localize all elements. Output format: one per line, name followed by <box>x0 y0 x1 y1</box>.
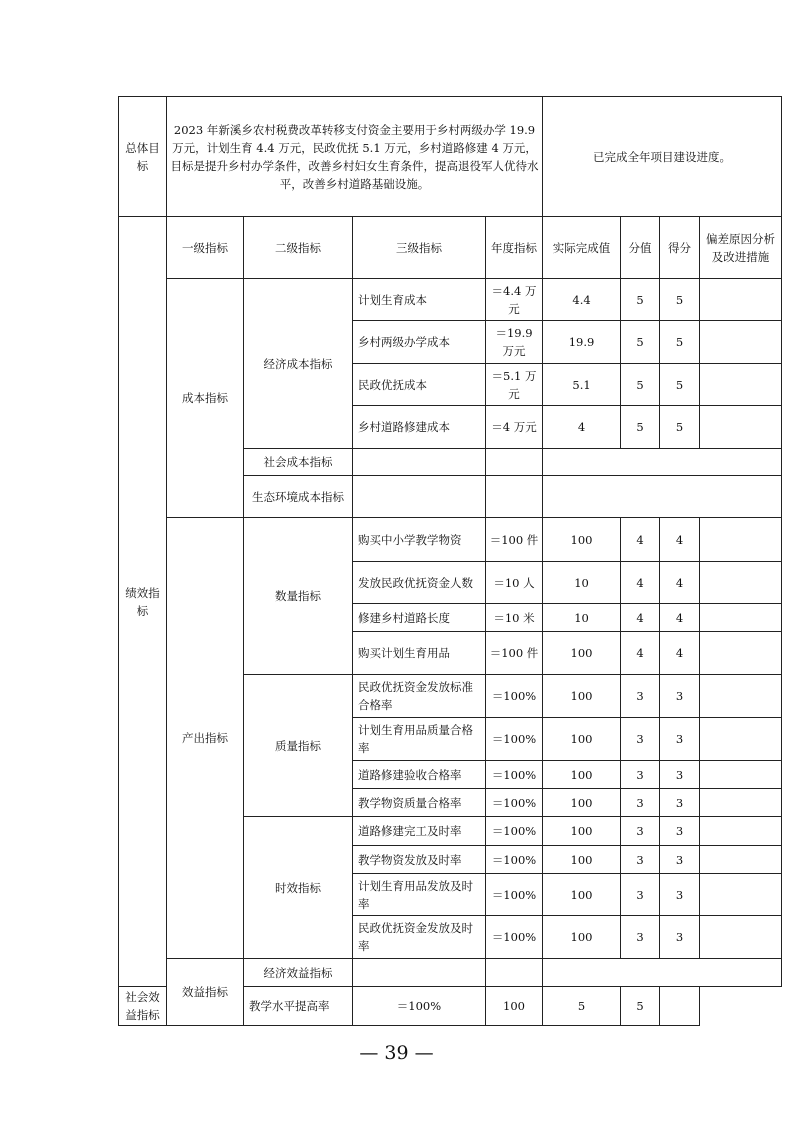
indicator-actual: 100 <box>543 675 621 718</box>
indicator-actual: 10 <box>543 562 621 604</box>
indicator-name: 计划生育用品质量合格率 <box>353 718 486 761</box>
indicator-name: 计划生育成本 <box>353 279 486 321</box>
indicator-name: 乡村道路修建成本 <box>353 406 486 449</box>
indicator-weight: 4 <box>621 562 660 604</box>
indicator-target: ＝100% <box>486 874 543 916</box>
table-row <box>119 518 782 562</box>
indicator-score: 3 <box>660 761 700 789</box>
indicator-actual: 100 <box>486 987 543 1026</box>
group-social-benefit: 社会效益指标 <box>119 987 167 1026</box>
indicator-actual: 100 <box>543 817 621 846</box>
indicator-actual: 5.1 <box>543 364 621 406</box>
indicator-weight: 3 <box>621 846 660 874</box>
header-score: 得分 <box>660 217 700 279</box>
indicator-target: ＝100% <box>486 761 543 789</box>
group-benefit: 效益指标 <box>167 959 244 1026</box>
indicator-target: ＝100% <box>486 675 543 718</box>
indicator-score: 5 <box>660 321 700 364</box>
indicator-weight: 4 <box>621 632 660 675</box>
indicator-actual: 10 <box>543 604 621 632</box>
indicator-name: 教学物资发放及时率 <box>353 846 486 874</box>
indicator-name: 发放民政优抚资金人数 <box>353 562 486 604</box>
indicator-target: ＝100% <box>486 916 543 959</box>
group-quality: 质量指标 <box>244 675 353 817</box>
indicator-score: 3 <box>660 789 700 817</box>
header-score-value: 分值 <box>621 217 660 279</box>
indicator-actual: 100 <box>543 874 621 916</box>
group-econ-benefit: 经济效益指标 <box>244 959 353 987</box>
group-eco-cost: 生态环境成本指标 <box>244 476 353 518</box>
indicator-actual: 100 <box>543 789 621 817</box>
header-row <box>119 217 782 279</box>
indicator-note <box>700 916 782 959</box>
indicator-target: ＝4.4 万元 <box>486 279 543 321</box>
indicator-score: 5 <box>621 987 660 1026</box>
indicator-note <box>700 846 782 874</box>
indicator-target: ＝100 件 <box>486 518 543 562</box>
goal-text: 2023 年新溪乡农村税费改革转移支付资金主要用于乡村两级办学 19.9 万元，计划生育 4.4 万元，民政优抚 5.1 万元，乡村道路修建 4 万元，目标是提升乡村办学条件，改善乡村妇女生育条件，提高退役军人优待水平，改善乡村道路基础设施。 <box>167 97 543 217</box>
indicator-actual: 4.4 <box>543 279 621 321</box>
indicator-name: 购买中小学教学物资 <box>353 518 486 562</box>
header-target: 年度指标 <box>486 217 543 279</box>
indicator-name: 道路修建验收合格率 <box>353 761 486 789</box>
indicator-note <box>700 789 782 817</box>
indicator-target: ＝100% <box>486 846 543 874</box>
group-quantity: 数量指标 <box>244 518 353 675</box>
indicator-actual: 100 <box>543 916 621 959</box>
indicator-target: ＝100% <box>353 987 486 1026</box>
group-timeliness: 时效指标 <box>244 817 353 959</box>
indicator-name: 教学物资质量合格率 <box>353 789 486 817</box>
indicator-note <box>700 761 782 789</box>
indicator-note <box>700 718 782 761</box>
indicator-target: ＝100% <box>486 718 543 761</box>
table-row <box>119 279 782 321</box>
indicator-weight: 3 <box>621 761 660 789</box>
indicator-actual: 100 <box>543 761 621 789</box>
indicator-name: 计划生育用品发放及时率 <box>353 874 486 916</box>
indicator-weight: 3 <box>621 874 660 916</box>
indicator-target: ＝100 件 <box>486 632 543 675</box>
indicator-score: 4 <box>660 562 700 604</box>
goal-row <box>119 97 782 217</box>
indicator-weight: 5 <box>543 987 621 1026</box>
indicator-score: 3 <box>660 675 700 718</box>
indicator-name: 民政优抚资金发放标准合格率 <box>353 675 486 718</box>
indicator-target: ＝100% <box>486 789 543 817</box>
indicator-note <box>700 518 782 562</box>
header-level3: 三级指标 <box>353 217 486 279</box>
group-econ-cost: 经济成本指标 <box>244 279 353 449</box>
indicator-weight: 4 <box>621 518 660 562</box>
indicator-target: ＝10 人 <box>486 562 543 604</box>
header-actual: 实际完成值 <box>543 217 621 279</box>
indicator-note <box>700 874 782 916</box>
group-social-cost: 社会成本指标 <box>244 449 353 476</box>
page-number: — 39 — <box>359 1042 434 1064</box>
indicator-score: 3 <box>660 916 700 959</box>
indicator-note <box>700 604 782 632</box>
indicator-note <box>700 632 782 675</box>
indicator-weight: 5 <box>621 406 660 449</box>
indicator-weight: 3 <box>621 718 660 761</box>
indicator-score: 4 <box>660 518 700 562</box>
indicator-note <box>700 675 782 718</box>
goal-label: 总体目标 <box>119 97 167 217</box>
indicator-note <box>700 364 782 406</box>
indicator-weight: 3 <box>621 916 660 959</box>
performance-table <box>118 96 782 1026</box>
header-level2: 二级指标 <box>244 217 353 279</box>
indicator-target: ＝4 万元 <box>486 406 543 449</box>
indicator-score: 5 <box>660 364 700 406</box>
indicator-weight: 5 <box>621 279 660 321</box>
header-deviation: 偏差原因分析及改进措施 <box>700 217 782 279</box>
indicator-note <box>700 817 782 846</box>
indicator-name: 教学水平提高率 <box>244 987 353 1026</box>
indicator-note <box>700 321 782 364</box>
indicator-actual: 100 <box>543 632 621 675</box>
indicator-name: 购买计划生育用品 <box>353 632 486 675</box>
indicator-actual: 100 <box>543 718 621 761</box>
indicator-score: 3 <box>660 874 700 916</box>
indicator-target: ＝19.9 万元 <box>486 321 543 364</box>
indicator-target: ＝5.1 万元 <box>486 364 543 406</box>
indicator-score: 3 <box>660 718 700 761</box>
goal-completion: 已完成全年项目建设进度。 <box>543 97 782 217</box>
indicator-actual: 100 <box>543 518 621 562</box>
indicator-actual: 100 <box>543 846 621 874</box>
indicator-note <box>700 279 782 321</box>
indicator-name: 民政优抚资金发放及时率 <box>353 916 486 959</box>
indicator-score: 5 <box>660 406 700 449</box>
perf-label: 绩效指标 <box>119 217 167 987</box>
table-row <box>119 959 782 987</box>
indicator-weight: 3 <box>621 789 660 817</box>
group-cost: 成本指标 <box>167 279 244 518</box>
indicator-weight: 3 <box>621 675 660 718</box>
indicator-target: ＝100% <box>486 817 543 846</box>
indicator-note <box>660 987 700 1026</box>
header-level1: 一级指标 <box>167 217 244 279</box>
indicator-score: 3 <box>660 817 700 846</box>
indicator-weight: 3 <box>621 817 660 846</box>
indicator-actual: 4 <box>543 406 621 449</box>
indicator-score: 4 <box>660 604 700 632</box>
indicator-score: 3 <box>660 846 700 874</box>
indicator-weight: 5 <box>621 321 660 364</box>
indicator-actual: 19.9 <box>543 321 621 364</box>
indicator-score: 5 <box>660 279 700 321</box>
indicator-name: 道路修建完工及时率 <box>353 817 486 846</box>
group-output: 产出指标 <box>167 518 244 959</box>
indicator-name: 民政优抚成本 <box>353 364 486 406</box>
indicator-score: 4 <box>660 632 700 675</box>
indicator-target: ＝10 米 <box>486 604 543 632</box>
indicator-weight: 4 <box>621 604 660 632</box>
indicator-name: 乡村两级办学成本 <box>353 321 486 364</box>
indicator-name: 修建乡村道路长度 <box>353 604 486 632</box>
indicator-weight: 5 <box>621 364 660 406</box>
indicator-note <box>700 406 782 449</box>
indicator-note <box>700 562 782 604</box>
